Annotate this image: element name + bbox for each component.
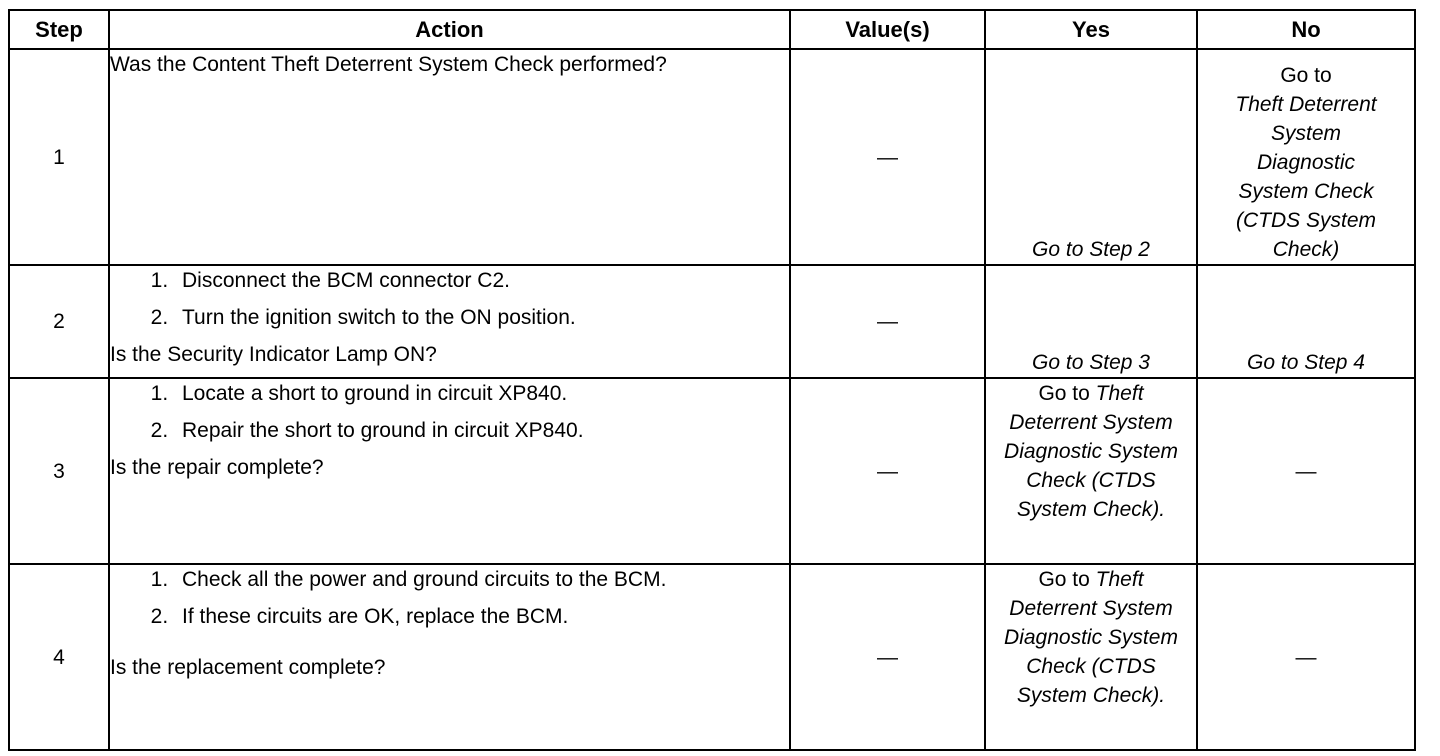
step-number: 4	[9, 564, 109, 750]
action-question: Was the Content Theft Deterrent System Check performed?	[110, 53, 667, 76]
yes-link[interactable]: Theft Deterrent System Diagnostic System Check (CTDS System Check).	[1004, 568, 1178, 707]
action-item: 1. Check all the power and ground circuits to the BCM.	[174, 565, 789, 594]
action-question: Is the repair complete?	[110, 456, 324, 479]
value-cell: —	[790, 265, 985, 378]
no-cell: —	[1197, 564, 1415, 750]
action-list	[110, 565, 789, 631]
diagnostic-table	[8, 9, 1416, 751]
value-cell: —	[790, 378, 985, 564]
yes-cell	[985, 564, 1197, 750]
action-item: 2. If these circuits are OK, replace the BCM.	[174, 602, 789, 631]
yes-prefix: Go to	[1038, 568, 1090, 591]
table-row	[9, 265, 1415, 378]
header-values: Value(s)	[790, 10, 985, 49]
action-question: Is the replacement complete?	[110, 656, 386, 679]
no-cell	[1197, 265, 1415, 378]
action-item: 2. Repair the short to ground in circuit XP840.	[174, 416, 789, 445]
header-yes: Yes	[985, 10, 1197, 49]
action-cell	[109, 49, 790, 265]
yes-link[interactable]: Theft Deterrent System Diagnostic System Check (CTDS System Check).	[1004, 382, 1178, 521]
header-action: Action	[109, 10, 790, 49]
action-cell	[109, 564, 790, 750]
yes-cell	[985, 265, 1197, 378]
action-cell	[109, 378, 790, 564]
table-row	[9, 564, 1415, 750]
action-question: Is the Security Indicator Lamp ON?	[110, 343, 437, 366]
yes-cell	[985, 49, 1197, 265]
header-no: No	[1197, 10, 1415, 49]
action-list	[110, 379, 789, 445]
table-row	[9, 49, 1415, 265]
step-number: 1	[9, 49, 109, 265]
no-link[interactable]: Theft Deterrent System Diagnostic System Check (CTDS System Check)	[1235, 93, 1377, 261]
yes-cell	[985, 378, 1197, 564]
step-number: 3	[9, 378, 109, 564]
action-cell	[109, 265, 790, 378]
no-link[interactable]: Go to Step 4	[1247, 351, 1365, 374]
header-step: Step	[9, 10, 109, 49]
no-cell	[1197, 49, 1415, 265]
action-list	[110, 266, 789, 332]
value-cell: —	[790, 564, 985, 750]
action-item: 2. Turn the ignition switch to the ON position.	[174, 303, 789, 332]
action-item: 1. Locate a short to ground in circuit XP840.	[174, 379, 789, 408]
action-item: 1. Disconnect the BCM connector C2.	[174, 266, 789, 295]
table-row	[9, 378, 1415, 564]
yes-link[interactable]: Go to Step 3	[1032, 351, 1150, 374]
value-cell: —	[790, 49, 985, 265]
step-number: 2	[9, 265, 109, 378]
yes-link[interactable]: Go to Step 2	[1032, 238, 1150, 261]
no-cell: —	[1197, 378, 1415, 564]
header-row	[9, 10, 1415, 49]
yes-prefix: Go to	[1038, 382, 1090, 405]
no-prefix: Go to	[1280, 64, 1332, 87]
